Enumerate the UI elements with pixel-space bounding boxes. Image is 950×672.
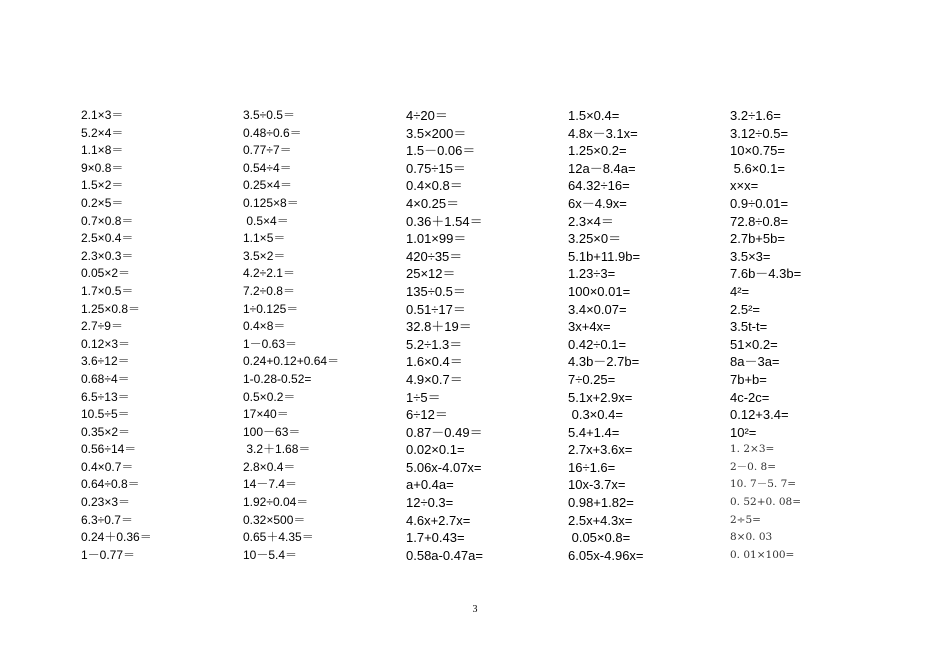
- math-problem: 10－5.4＝: [243, 547, 298, 562]
- math-problem: 0.4×0.7＝: [81, 459, 134, 474]
- math-problem: 2.5²=: [730, 301, 760, 317]
- math-problem: 0. 01×100=: [730, 548, 795, 561]
- math-problem: 0.9÷0.01=: [730, 195, 789, 211]
- math-problem: 7.6b－4.3b=: [730, 266, 802, 282]
- math-problem: 3.4×0.07=: [568, 301, 627, 317]
- math-problem: 0.2×5＝: [81, 195, 124, 210]
- math-problem: 4.6x+2.7x=: [406, 512, 471, 528]
- math-problem: 0.36＋1.54＝: [406, 213, 483, 229]
- math-problem: 0.02×0.1=: [406, 442, 465, 458]
- math-problem: 2.8×0.4＝: [243, 459, 296, 474]
- math-problem: 0.51÷17＝: [406, 301, 466, 317]
- math-problem: 14－7.4＝: [243, 477, 298, 492]
- math-problem: 0.3×0.4=: [568, 407, 623, 423]
- math-problem: 5.2×4＝: [81, 125, 124, 140]
- math-problem: 4²=: [730, 283, 750, 299]
- math-problem: 0. 52+0. 08=: [730, 496, 802, 509]
- math-problem: 100－63＝: [243, 424, 301, 439]
- math-problem: 420÷35＝: [406, 248, 463, 264]
- math-problem: 0.87－0.49＝: [406, 424, 483, 440]
- math-problem: 9×0.8＝: [81, 160, 124, 175]
- math-problem: 64.32÷16=: [568, 178, 630, 194]
- math-problem: 0.64÷0.8＝: [81, 477, 140, 492]
- math-problem: 0.4×0.8＝: [406, 178, 463, 194]
- math-problem: 0.98+1.82=: [568, 495, 634, 511]
- math-problem: 72.8÷0.8=: [730, 213, 789, 229]
- math-problem: 100×0.01=: [568, 283, 631, 299]
- math-problem: 1÷5＝: [406, 389, 441, 405]
- math-problem: 32.8＋19＝: [406, 319, 472, 335]
- math-problem: 7b+b=: [730, 371, 767, 387]
- math-problem: 2.3×4＝: [568, 213, 614, 229]
- math-problem: 3.5×3=: [730, 248, 771, 264]
- math-problem: 0.24＋0.36＝: [81, 530, 152, 545]
- math-problem: a+0.4a=: [406, 477, 454, 493]
- math-problem: 10x-3.7x=: [568, 477, 626, 493]
- math-problem: 1-0.28-0.52=: [243, 371, 312, 386]
- math-problem: x×x=: [730, 178, 759, 194]
- math-problem: 8×0. 03: [730, 531, 773, 544]
- math-problem: 1.5×0.4=: [568, 108, 620, 123]
- math-problem: 2.7b+5b=: [730, 231, 785, 247]
- math-problem: 2÷5=: [730, 513, 761, 526]
- math-problem: 5.4+1.4=: [568, 424, 620, 440]
- math-problem: 3.5÷0.5＝: [243, 108, 295, 122]
- math-problem: 4c-2c=: [730, 389, 770, 405]
- math-problem: 5.6×0.1=: [730, 160, 785, 176]
- math-problem: 3.12÷0.5=: [730, 125, 789, 141]
- math-problem: 0.58a-0.47a=: [406, 547, 483, 563]
- problem-column-1: [81, 107, 152, 564]
- math-problem: 10.5÷5＝: [81, 407, 130, 422]
- problem-column-2: [243, 107, 339, 564]
- math-problem: 0.35×2＝: [81, 424, 131, 439]
- math-problem: 1.92÷0.04＝: [243, 495, 309, 510]
- problem-column-4: [568, 107, 644, 564]
- math-problem: 6.05x-4.96x=: [568, 547, 644, 563]
- math-problem: 51×0.2=: [730, 336, 778, 352]
- math-problem: 0.68÷4＝: [81, 371, 130, 386]
- math-problem: 17×40＝: [243, 407, 289, 422]
- math-problem: 1－0.63＝: [243, 336, 298, 351]
- math-problem: 8a－3a=: [730, 354, 780, 370]
- math-problem: 4.8x－3.1x=: [568, 125, 638, 141]
- math-problem: 0.65＋4.35＝: [243, 530, 314, 545]
- math-problem: 135÷0.5＝: [406, 283, 466, 299]
- math-problem: 1÷0.125＝: [243, 301, 299, 316]
- math-problem: 5.06x-4.07x=: [406, 459, 482, 475]
- math-problem: 4.2÷2.1＝: [243, 266, 295, 281]
- math-problem: 0.54÷4＝: [243, 160, 292, 175]
- problem-column-5: [730, 107, 801, 564]
- math-problem: 3.6÷12＝: [81, 354, 130, 369]
- math-problem: 4.9×0.7＝: [406, 371, 463, 387]
- math-problem: 25×12＝: [406, 266, 456, 282]
- math-problem: 0.42÷0.1=: [568, 336, 627, 352]
- math-problem: 7÷0.25=: [568, 371, 616, 387]
- math-problem: 0.5×0.2＝: [243, 389, 296, 404]
- problem-column-3: [406, 107, 483, 564]
- math-problem: 0.75÷15＝: [406, 160, 466, 176]
- math-problem: 2.1×3＝: [81, 108, 124, 122]
- math-problem: 3x+4x=: [568, 319, 611, 335]
- math-problem: 2.3×0.3＝: [81, 248, 134, 263]
- math-problem: 5.2÷1.3＝: [406, 336, 463, 352]
- math-problem: 4÷20＝: [406, 108, 448, 123]
- math-problem: 3.2＋1.68＝: [243, 442, 311, 457]
- math-problem: 2.5×0.4＝: [81, 231, 134, 246]
- math-problem: 0.05×2＝: [81, 266, 131, 281]
- math-problem: 10. 7－5. 7=: [730, 478, 797, 491]
- math-problem: 1.1×5＝: [243, 231, 286, 246]
- math-problem: 6÷12＝: [406, 407, 448, 423]
- math-problem: 4.3b－2.7b=: [568, 354, 640, 370]
- math-problem: 12÷0.3=: [406, 495, 454, 511]
- math-problem: 6.5÷13＝: [81, 389, 130, 404]
- math-problem: 1.5－0.06＝: [406, 143, 476, 159]
- math-problem: 1.7+0.43=: [406, 530, 465, 546]
- math-problem: 10×0.75=: [730, 143, 785, 159]
- math-problem: 6x－4.9x=: [568, 195, 627, 211]
- math-problem: 2.7÷9＝: [81, 319, 123, 334]
- math-problem: 0.56÷14＝: [81, 442, 137, 457]
- math-problem: 1.01×99＝: [406, 231, 467, 247]
- math-problem: 0.48÷0.6＝: [243, 125, 302, 140]
- math-problem: 3.5×2＝: [243, 248, 286, 263]
- math-problem: 0.125×8＝: [243, 195, 299, 210]
- math-problem: 0.12+3.4=: [730, 407, 789, 423]
- math-problem: 6.3÷0.7＝: [81, 512, 133, 527]
- math-problem: 1.6×0.4＝: [406, 354, 463, 370]
- math-problem: 7.2÷0.8＝: [243, 283, 295, 298]
- math-problem: 1.5×2＝: [81, 178, 124, 193]
- math-problem: 4×0.25＝: [406, 195, 460, 211]
- math-problem: 3.5×200＝: [406, 125, 467, 141]
- math-problem: 0.24+0.12+0.64＝: [243, 354, 340, 369]
- math-problem: 3.25×0＝: [568, 231, 622, 247]
- math-problem: 0.77÷7＝: [243, 143, 292, 158]
- math-problem: 1.7×0.5＝: [81, 283, 134, 298]
- math-problem: 2－0. 8=: [730, 460, 777, 473]
- math-problem: 0.5×4＝: [243, 213, 289, 228]
- math-problem: 0.23×3＝: [81, 495, 131, 510]
- math-problem: 10²=: [730, 424, 757, 440]
- math-problem: 1.25×0.2=: [568, 143, 627, 159]
- math-problem: 1. 2×3=: [730, 443, 775, 456]
- math-problem: 2.7x+3.6x=: [568, 442, 633, 458]
- math-problem: 3.5t-t=: [730, 319, 768, 335]
- math-problem: 1.1×8＝: [81, 143, 124, 158]
- math-problem: 0.12×3＝: [81, 336, 131, 351]
- math-problem: 1－0.77＝: [81, 547, 136, 562]
- math-problem: 1.23÷3=: [568, 266, 616, 282]
- page-number: 3: [472, 604, 478, 615]
- math-problem: 5.1b+11.9b=: [568, 248, 641, 264]
- math-problem: 1.25×0.8＝: [81, 301, 141, 316]
- math-problem: 0.4×8＝: [243, 319, 286, 334]
- math-problem: 0.05×0.8=: [568, 530, 631, 546]
- math-problem: 0.32×500＝: [243, 512, 306, 527]
- math-problem: 3.2÷1.6=: [730, 108, 781, 123]
- math-problem: 5.1x+2.9x=: [568, 389, 633, 405]
- math-problem: 2.5x+4.3x=: [568, 512, 633, 528]
- math-problem: 16÷1.6=: [568, 459, 616, 475]
- math-problem: 0.25×4＝: [243, 178, 293, 193]
- math-problem: 0.7×0.8＝: [81, 213, 134, 228]
- math-problem: 12a－8.4a=: [568, 160, 636, 176]
